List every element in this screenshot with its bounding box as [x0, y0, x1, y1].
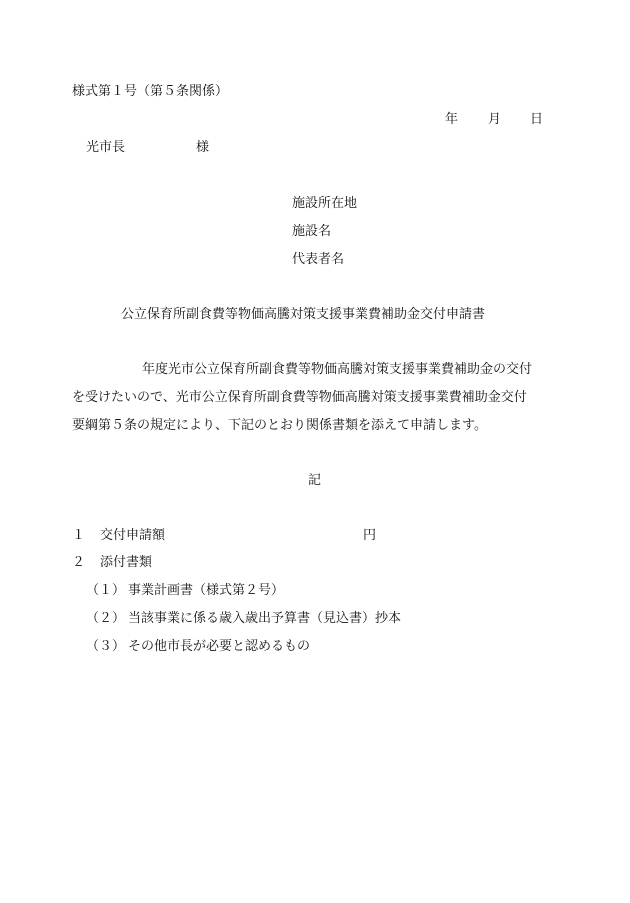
- item-1-label: 交付申請額: [100, 528, 166, 543]
- attachment-1-text: 事業計画書（様式第２号）: [128, 583, 285, 598]
- document-title: 公立保育所副食費等物価高騰対策支援事業費補助金交付申請書: [121, 307, 486, 322]
- facility-name-label: 施設名: [292, 224, 332, 239]
- date-day-label: 日: [530, 112, 544, 127]
- attachment-3-text: その他市長が必要と認めるもの: [128, 639, 311, 654]
- body-text-line-1: 年度光市公立保育所副食費等物価高騰対策支援事業費補助金の交付: [142, 362, 533, 377]
- item-2-number: ２: [72, 555, 86, 570]
- date-month-label: 月: [488, 112, 502, 127]
- addressee-mayor: 光市長: [86, 140, 126, 155]
- body-text-line-2: を受けたいので、光市公立保育所副食費等物価高騰対策支援事業費補助金交付: [72, 390, 527, 405]
- item-1-unit: 円: [363, 528, 377, 543]
- item-1-number: １: [72, 528, 86, 543]
- date-year-label: 年: [445, 112, 459, 127]
- item-2-label: 添付書類: [100, 555, 153, 570]
- addressee-honorific: 様: [196, 140, 210, 155]
- representative-name-label: 代表者名: [292, 252, 345, 267]
- attachment-3-number: （３）: [86, 639, 126, 654]
- attachment-2-text: 当該事業に係る歳入歳出予算書（見込書）抄本: [128, 611, 402, 626]
- attachment-1-number: （１）: [86, 583, 126, 598]
- ki-heading: 記: [308, 473, 322, 488]
- attachment-2-number: （２）: [86, 611, 126, 626]
- facility-address-label: 施設所在地: [292, 196, 358, 211]
- body-text-line-3: 要綱第５条の規定により、下記のとおり関係書類を添えて申請します。: [72, 418, 487, 433]
- form-number: 様式第１号（第５条関係）: [72, 84, 229, 99]
